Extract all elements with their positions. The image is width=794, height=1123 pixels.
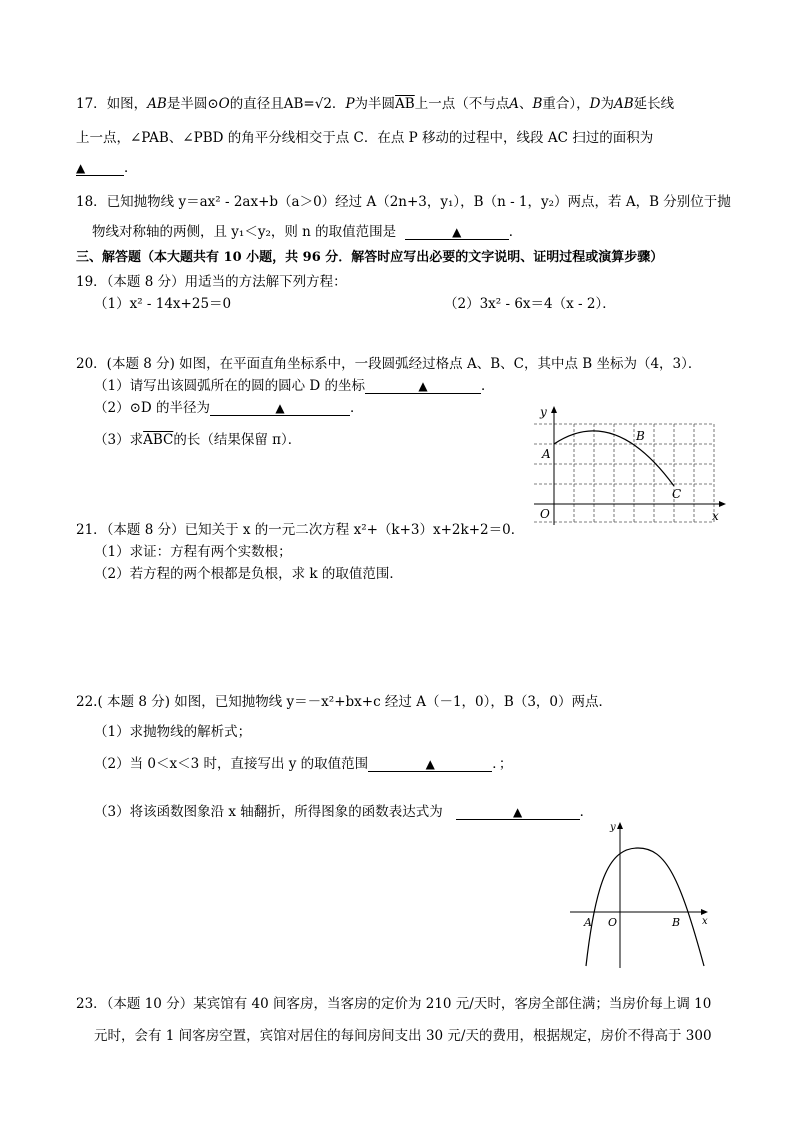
q17-answer-line: ▲ ．	[76, 160, 138, 176]
q18-line1: 18．已知抛物线 y＝ax² - 2ax+b（a＞0）经过 A（2n+3，y₁），B（n - 1，y₂）两点，若 A，B 分别位于抛	[76, 194, 731, 210]
fig22-label-x: x	[702, 916, 708, 927]
arc-ab: $\overline{AB}$	[395, 96, 415, 112]
fig22-label-y: y	[610, 822, 616, 833]
q17-line1: 17．如图，AB是半圆⊙O的直径且AB=√2．P为半圆$\overline{AB}$上一点（不与点A、B重合），D为AB延长线	[76, 96, 675, 112]
fig22-label-b: B	[672, 916, 681, 929]
q22-part3: （3）将该函数图象沿 x 轴翻折，所得图象的函数表达式为 ▲ ．	[94, 804, 594, 820]
fig20-label-b: B	[636, 429, 645, 443]
q18-answer-blank[interactable]: ▲	[405, 225, 509, 240]
q22-parabola-figure	[568, 818, 714, 970]
fig20-label-x: x	[712, 509, 719, 523]
q22-part1: （1）求抛物线的解析式；	[94, 724, 252, 740]
q18-line2: 物线对称轴的两侧，且 y₁＜y₂，则 n 的取值范围是 ▲ ．	[92, 224, 523, 240]
section-3-title: 三、解答题（本大题共有 10 小题，共 96 分．解答时应写出必要的文字说明、证明过程或演算步骤）	[76, 250, 664, 265]
q20-part2: （2）⊙D 的半径为 ▲ ．	[94, 400, 364, 416]
q19-part2: （2）3x² - 6x＝4（x - 2）．	[444, 296, 616, 312]
x-axis-arrow	[701, 909, 708, 915]
q19-part1: （1）x² - 14x+25＝0	[94, 296, 232, 312]
q21-head: 21．（本题 8 分）已知关于 x 的一元二次方程 x²+（k+3）x+2k+2＝0．	[76, 522, 525, 538]
x-axis-arrow	[719, 501, 726, 507]
fig20-label-c: C	[672, 487, 682, 501]
q21-part2: （2）若方程的两个根都是负根，求 k 的取值范围．	[94, 566, 403, 582]
q17-answer-blank[interactable]: ▲	[76, 161, 124, 176]
y-axis-arrow	[551, 406, 557, 413]
q20-part3: （3）求$\overline{ABC}$的长（结果保留 π）．	[94, 432, 302, 448]
q22-head: 22.( 本题 8 分) 如图，已知抛物线 y＝－x²+bx+c 经过 A（－1，0），B（3，0）两点．	[76, 694, 612, 710]
q23-line1: 23．（本题 10 分）某宾馆有 40 间客房，当客房的定价为 210 元/天时，客房全部住满；当房价每上调 10	[76, 996, 712, 1012]
q19-head: 19．（本题 8 分）用适当的方法解下列方程：	[76, 274, 347, 290]
q17-line2: 上一点，∠PAB、∠PBD 的角平分线相交于点 C．在点 P 移动的过程中，线段 AC 扫过的面积为	[76, 130, 654, 146]
fig20-label-a: A	[542, 447, 551, 461]
q20-p1-blank[interactable]: ▲	[365, 379, 481, 394]
arc-abc: $\overline{ABC}$	[143, 432, 174, 448]
q20-head: 20．(本题 8 分) 如图，在平面直角坐标系中，一段圆弧经过格点 A、B、C，其中点 B 坐标为（4，3）．	[76, 356, 702, 372]
q21-part1: （1）求证：方程有两个实数根；	[94, 544, 292, 560]
q20-part1: （1）请写出该圆弧所在的圆的圆心 D 的坐标 ▲ ．	[94, 378, 495, 394]
q20-p2-blank[interactable]: ▲	[210, 401, 350, 416]
fig22-label-o: O	[608, 916, 618, 929]
fig20-label-o: O	[540, 507, 550, 521]
fig22-label-a: A	[584, 916, 592, 929]
q20-grid-figure	[522, 404, 726, 526]
q22-p2-blank[interactable]: ▲	[368, 757, 492, 772]
q22-part2: （2）当 0＜x＜3 时，直接写出 y 的取值范围 ▲ ．；	[94, 756, 513, 772]
y-axis-arrow	[617, 822, 623, 829]
parabola-curve	[586, 848, 704, 966]
q22-p3-blank[interactable]: ▲	[456, 805, 580, 820]
fig20-label-y: y	[540, 405, 547, 419]
q23-line2: 元时，会有 1 间客房空置，宾馆对居住的每间房间支出 30 元/天的费用，根据规定，房价不得高于 300	[94, 1028, 712, 1044]
